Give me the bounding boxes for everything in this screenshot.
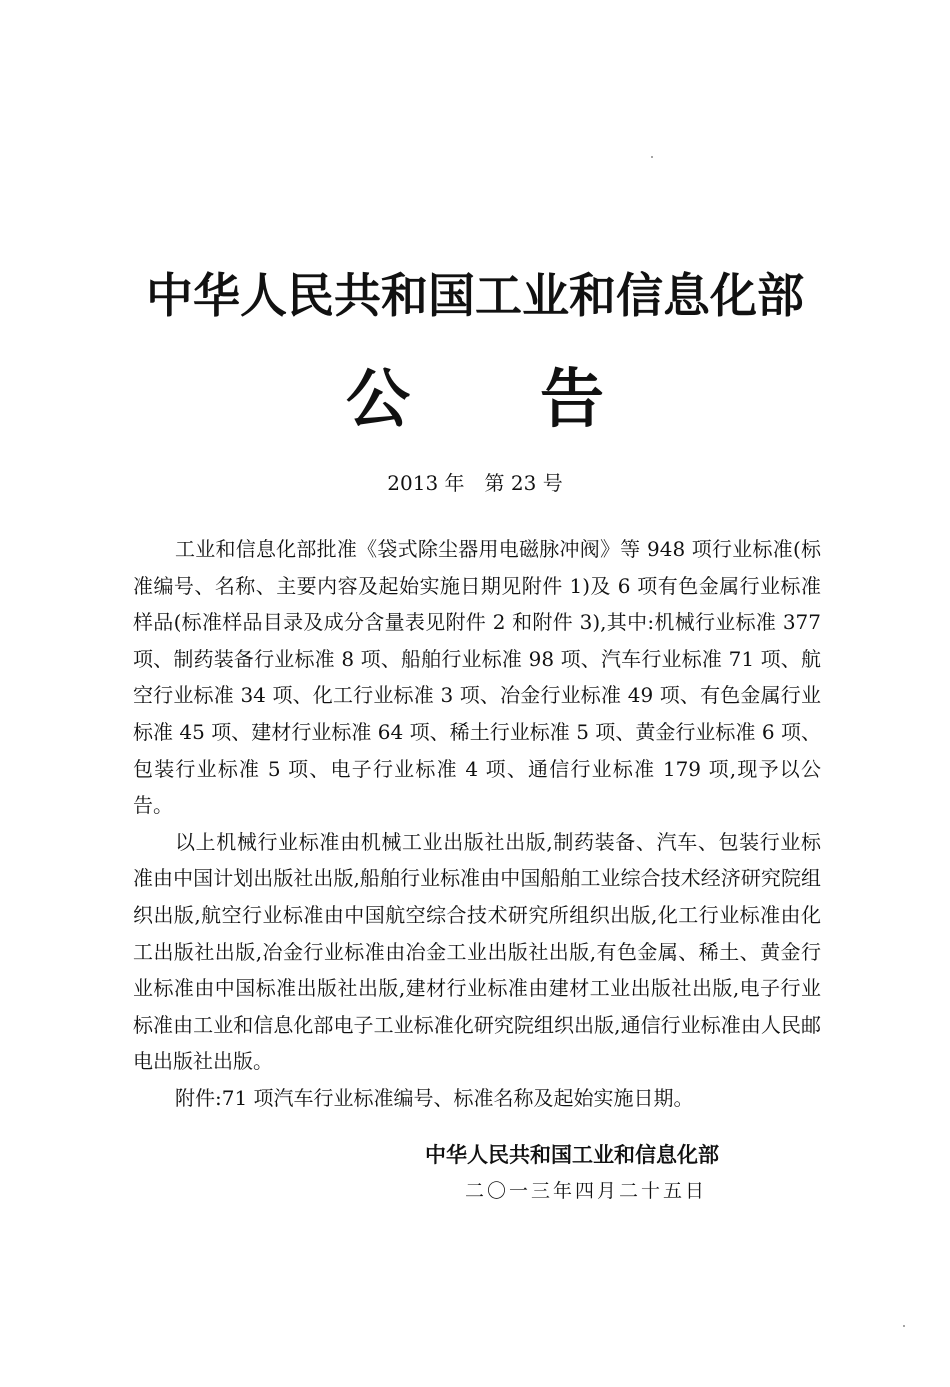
scan-speck (651, 156, 653, 158)
signature-block (425, 1137, 825, 1209)
signature-organization: 中华人民共和国工业和信息化部 (425, 1143, 719, 1167)
body-paragraph: 附件:71 项汽车行业标准编号、标准名称及起始实施日期。 (175, 1085, 694, 1110)
signature-date: 二〇一三年四月二十五日 (465, 1180, 708, 1202)
document-number: 2013 年 第 23 号 (387, 471, 563, 495)
body-paragraph: 以上机械行业标准由机械工业出版社出版,制药装备、汽车、包装行业标准由中国计划出版社出版,船舶行业标准由中国船舶工业综合技术经济研究院组织出版,航空行业标准由中国航空综合技术研究所组织出版,化工行业标准由化工出版社出版,冶金行业标准由冶金工业出版社出版,有色金属、稀土、黄金行业标准由中国标准出版社出版,建材行业标准由建材工业出版社出版,电子行业标准由工业和信息化部电子工业标准化研究院组织出版,通信行业标准由人民邮电出版社出版。 (133, 829, 821, 1074)
body-paragraph: 工业和信息化部批准《袋式除尘器用电磁脉冲阀》等 948 项行业标准(标准编号、名称、主要内容及起始实施日期见附件 1)及 6 项有色金属行业标准样品(标准样品目录及成分含量表见附件 2 和附件 3),其中:机械行业标准 377 项、制药装备行业标准 8 项、船舶行业标准 98 项、汽车行业标准 71 项、航空行业标准 34 项、化工行业标准 3 项、冶金行业标准 49 项、有色金属行业标准 45 项、建材行业标准 64 项、稀土行业标准 5 项、黄金行业标准 6 项、包装行业标准 5 项、电子行业标准 4 项、通信行业标准 179 项,现予以公告。 (133, 537, 821, 818)
scan-speck (903, 1325, 905, 1327)
ministry-title: 中华人民共和国工业和信息化部 (146, 269, 804, 324)
document-type-heading: 公告 (346, 363, 734, 437)
announcement-body (133, 531, 821, 1117)
